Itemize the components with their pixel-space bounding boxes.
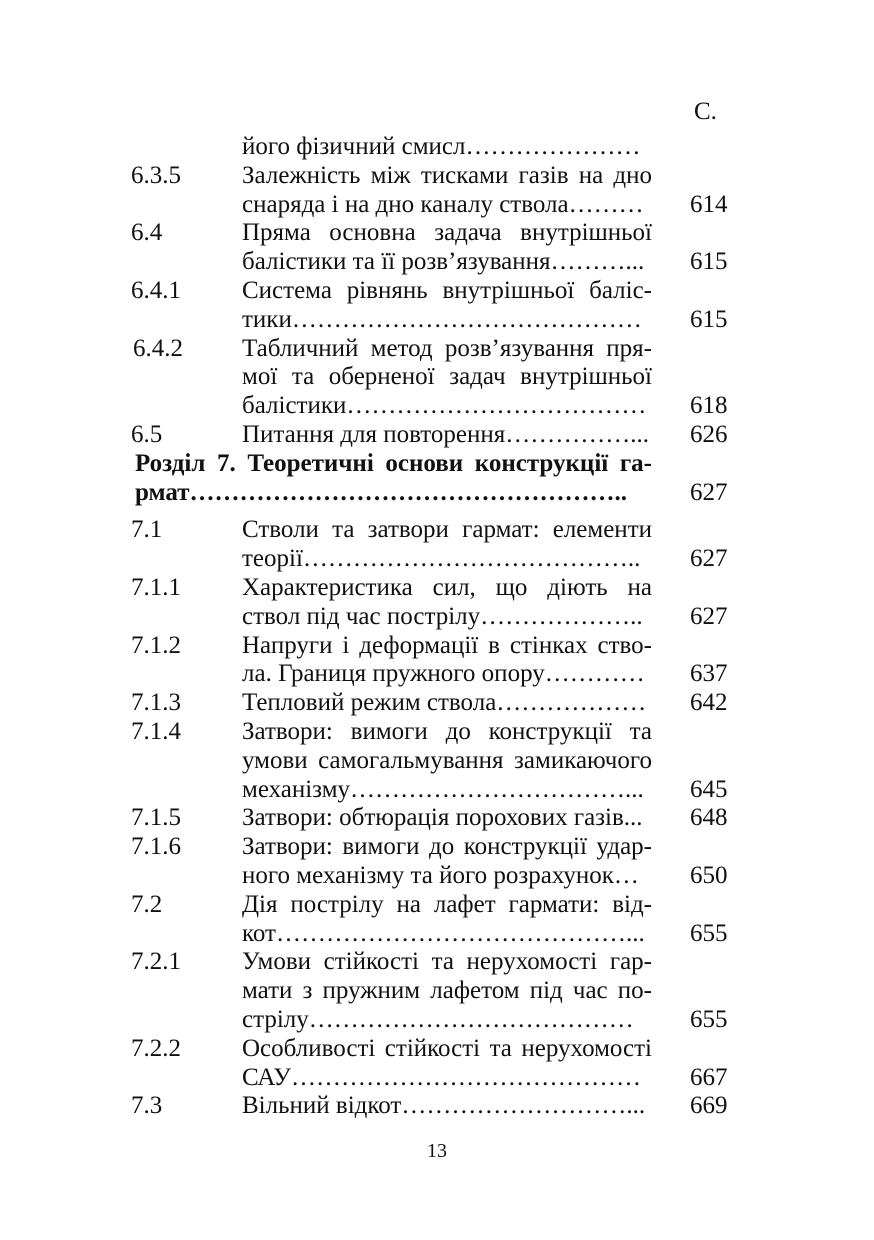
toc-title-line: Напруги і деформації в стінках ство- — [242, 631, 652, 659]
toc-page-number: 627 — [690, 545, 728, 573]
toc-page-number: 626 — [690, 420, 728, 448]
toc-section-number: 7.1.2 — [131, 631, 181, 659]
toc-title-line: кот……………………………………... — [242, 919, 645, 947]
toc-title-line: Стволи та затвори гармат: елементи — [242, 516, 652, 544]
toc-entry-title — [242, 804, 652, 833]
toc-section-number: 7.2 — [131, 890, 163, 918]
toc-section-number: 7.1.5 — [131, 804, 181, 832]
toc-title-line: Затвори: вимоги до конструкції удар- — [242, 833, 652, 861]
toc-title-line: ствол під час пострілу……………….. — [242, 602, 643, 630]
toc-page-number: 655 — [690, 1005, 728, 1033]
toc-title-line: Умови стійкості та нерухомості гар- — [242, 948, 652, 976]
toc-entry — [0, 516, 874, 574]
toc-section-number: 6.4 — [131, 219, 163, 247]
toc-entry — [0, 277, 874, 335]
toc-entry — [0, 162, 874, 220]
toc-title-line: балістики……………………………… — [242, 392, 647, 420]
toc-entry-title — [242, 516, 652, 574]
toc-entry-title — [242, 162, 652, 220]
toc-title-line: Затвори: обтюрація порохових газів... — [242, 804, 643, 832]
toc-title-line: Вільний відкот………………………... — [242, 1092, 646, 1120]
toc-page-number: 614 — [690, 190, 728, 218]
toc-entry — [0, 219, 874, 277]
toc-title-line: тики…………………………………… — [242, 305, 642, 333]
toc-title-line: умови самогальмування замикаючого — [242, 746, 652, 774]
toc-section-number: 7.2.2 — [131, 1034, 181, 1062]
toc-entry — [0, 421, 874, 450]
toc-page-number: 645 — [690, 775, 728, 803]
toc-title-line: мати з пружним лафетом під час по- — [242, 977, 652, 1005]
toc-title-line: Особливості стійкості та нерухомості — [242, 1034, 652, 1062]
toc-entry-title — [242, 948, 652, 1034]
toc-title-line: рмат…………………………………………….. — [135, 478, 628, 506]
toc-section-number: 6.4.2 — [133, 334, 183, 362]
toc-title-line: САУ…………………………………… — [242, 1063, 641, 1091]
toc-title-line: Табличний метод розв’язування пря- — [242, 334, 652, 362]
page-column-label: С. — [694, 98, 717, 125]
toc-title-line: ла. Границя пружного опору………… — [242, 660, 645, 688]
toc-entry — [0, 689, 874, 718]
toc-entry — [0, 948, 874, 1034]
toc-section-number: 7.1.1 — [131, 573, 181, 601]
toc-title-line: Пряма основна задача внутрішньої — [242, 219, 652, 247]
toc-entry — [0, 718, 874, 804]
toc-page-number: 637 — [690, 660, 728, 688]
toc-page-number: 650 — [690, 861, 728, 889]
toc-title-line: стрілу………………………………… — [242, 1005, 634, 1033]
toc-title-line: Затвори: вимоги до конструкції та — [242, 717, 652, 745]
toc-entry-title — [242, 1035, 652, 1093]
toc-page-number: 667 — [690, 1063, 728, 1091]
toc-section-number: 7.3 — [131, 1092, 163, 1120]
toc-title-line: Розділ 7. Теоретичні основи конструкції га- — [135, 449, 652, 477]
toc-page-number: 615 — [690, 305, 728, 333]
toc-page-number: 642 — [690, 689, 728, 717]
toc-title-line: теорії………………………………….. — [242, 545, 641, 573]
toc-title-line: мої та оберненої задач внутрішньої — [242, 363, 652, 391]
toc-entry — [0, 574, 874, 632]
toc-entry-title — [242, 718, 652, 804]
toc-title-line: Залежність між тисками газів на дно — [242, 161, 652, 189]
toc-entry-title — [242, 574, 652, 632]
toc-section-number: 7.1.3 — [131, 689, 181, 717]
toc-title-line: Питання для повторення……………... — [242, 420, 649, 448]
toc-entry-title — [242, 632, 652, 690]
toc-entry-title — [242, 1092, 652, 1121]
toc-entry-title — [242, 833, 652, 891]
toc-title-line: Система рівнянь внутрішньої баліс- — [242, 276, 652, 304]
toc-entry — [0, 833, 874, 891]
toc-entry — [0, 1092, 874, 1121]
page-number: 13 — [427, 1140, 447, 1162]
toc-page-number: 669 — [690, 1092, 728, 1120]
toc-section-number: 6.4.1 — [131, 276, 181, 304]
toc-entry-title — [242, 133, 652, 162]
toc-title-line: балістики та її розв’язування………... — [242, 248, 645, 276]
toc-section-number: 6.5 — [131, 420, 163, 448]
toc-title-line: снаряда і на дно каналу ствола……… — [242, 190, 644, 218]
toc-entry — [0, 133, 874, 162]
toc-entry-title — [242, 335, 652, 421]
toc-entry — [0, 632, 874, 690]
toc-page-number: 655 — [690, 919, 728, 947]
toc-chapter-title — [135, 450, 652, 508]
toc-page-number: 627 — [690, 478, 728, 506]
toc-entry — [0, 891, 874, 949]
toc-title-line: Дія пострілу на лафет гармати: від- — [242, 890, 652, 918]
toc-section-number: 7.1 — [131, 516, 163, 544]
toc-entry-title — [242, 421, 652, 450]
toc-entry-title — [242, 219, 652, 277]
toc-entry-title — [242, 689, 652, 718]
toc-entry — [0, 335, 874, 421]
toc-entry-title — [242, 277, 652, 335]
toc-title-line: механізму……………………………... — [242, 775, 644, 803]
toc-title-line: Характеристика сил, що діють на — [242, 573, 652, 601]
toc-entry — [0, 804, 874, 833]
toc-section-number: 7.1.6 — [131, 833, 181, 861]
toc-entry-title — [242, 891, 652, 949]
toc-page-number: 627 — [690, 602, 728, 630]
toc-section-number: 7.1.4 — [131, 717, 181, 745]
toc-title-line: ного механізму та його розрахунок… — [242, 861, 639, 889]
toc-title-line: його фізичний смисл………………… — [242, 133, 641, 160]
toc-page-number: 648 — [690, 804, 728, 832]
toc-page-number: 615 — [690, 248, 728, 276]
toc-entry — [0, 1035, 874, 1093]
toc-chapter-heading — [0, 450, 874, 508]
toc-section-number: 7.2.1 — [131, 948, 181, 976]
toc-page-number: 618 — [690, 392, 728, 420]
table-of-contents — [0, 133, 874, 1121]
toc-title-line: Тепловий режим ствола……………… — [242, 689, 647, 717]
toc-section-number: 6.3.5 — [131, 161, 181, 189]
